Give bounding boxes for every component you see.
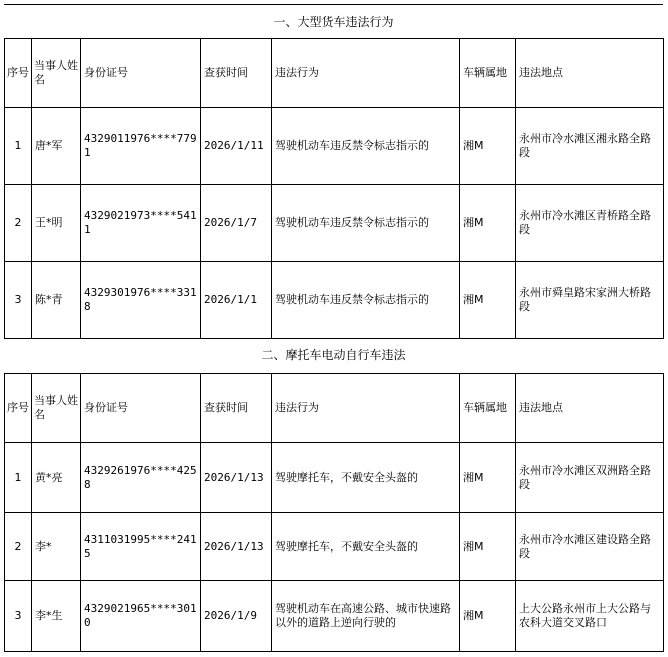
header-place: 违法地点 [516, 39, 664, 108]
section-1-title: 一、大型货车违法行为 [273, 15, 394, 29]
cell-date: 2026/1/9 [201, 581, 272, 652]
header-place: 违法地点 [516, 374, 664, 443]
header-no: 序号 [5, 39, 32, 108]
cell-date: 2026/1/1 [201, 262, 272, 339]
cell-no: 1 [5, 108, 32, 185]
header-row [5, 39, 664, 108]
cell-id: 4329021965****3010 [81, 581, 201, 652]
section-2-table [4, 373, 664, 652]
table-row [5, 108, 664, 185]
header-region: 车辆属地 [460, 39, 516, 108]
cell-region: 湘M [460, 443, 516, 513]
cell-name: 黄*亮 [32, 443, 81, 513]
cell-no: 1 [5, 443, 32, 513]
header-region: 车辆属地 [460, 374, 516, 443]
cell-act: 驾驶机动车违反禁令标志指示的 [272, 108, 460, 185]
cell-id: 4329261976****4258 [81, 443, 201, 513]
cell-name: 王*明 [32, 185, 81, 262]
section-1-table [4, 38, 664, 339]
table-row [5, 443, 664, 513]
cell-date: 2026/1/13 [201, 513, 272, 581]
cell-date: 2026/1/11 [201, 108, 272, 185]
cell-region: 湘M [460, 185, 516, 262]
header-act: 违法行为 [272, 39, 460, 108]
cell-name: 陈*青 [32, 262, 81, 339]
table-row [5, 581, 664, 652]
cell-place: 永州市冷水滩区双洲路全路段 [516, 443, 664, 513]
header-row [5, 374, 664, 443]
cell-act: 驾驶摩托车，不戴安全头盔的 [272, 513, 460, 581]
cell-act: 驾驶机动车在高速公路、城市快速路以外的道路上逆向行驶的 [272, 581, 460, 652]
cell-no: 2 [5, 185, 32, 262]
cell-act: 驾驶摩托车，不戴安全头盔的 [272, 443, 460, 513]
cell-no: 2 [5, 513, 32, 581]
cell-place: 永州市舜皇路宋家洲大桥路段 [516, 262, 664, 339]
cell-date: 2026/1/7 [201, 185, 272, 262]
header-date: 查获时间 [201, 39, 272, 108]
cell-region: 湘M [460, 262, 516, 339]
cell-act: 驾驶机动车违反禁令标志指示的 [272, 185, 460, 262]
cell-date: 2026/1/13 [201, 443, 272, 513]
header-id: 身份证号 [81, 374, 201, 443]
table-row [5, 513, 664, 581]
header-act: 违法行为 [272, 374, 460, 443]
section-2-title: 二、摩托车电动自行车违法 [261, 348, 406, 362]
header-date: 查获时间 [201, 374, 272, 443]
section-1-top-rule [4, 4, 663, 5]
header-name: 当事人姓名 [32, 374, 81, 443]
cell-place: 永州市冷水滩区湘永路全路段 [516, 108, 664, 185]
header-no: 序号 [5, 374, 32, 443]
cell-name: 李* [32, 513, 81, 581]
table-row [5, 262, 664, 339]
cell-no: 3 [5, 262, 32, 339]
cell-region: 湘M [460, 513, 516, 581]
header-id: 身份证号 [81, 39, 201, 108]
cell-no: 3 [5, 581, 32, 652]
cell-id: 4329011976****7791 [81, 108, 201, 185]
table-row [5, 185, 664, 262]
cell-name: 李*生 [32, 581, 81, 652]
header-name: 当事人姓名 [32, 39, 81, 108]
cell-act: 驾驶机动车违反禁令标志指示的 [272, 262, 460, 339]
cell-id: 4329021973****5411 [81, 185, 201, 262]
cell-place: 永州市冷水滩区建设路全路段 [516, 513, 664, 581]
cell-place: 上大公路永州市上大公路与农科大道交叉路口 [516, 581, 664, 652]
cell-id: 4329301976****3318 [81, 262, 201, 339]
cell-region: 湘M [460, 581, 516, 652]
cell-name: 唐*军 [32, 108, 81, 185]
cell-id: 4311031995****2415 [81, 513, 201, 581]
cell-place: 永州市冷水滩区青桥路全路段 [516, 185, 664, 262]
cell-region: 湘M [460, 108, 516, 185]
